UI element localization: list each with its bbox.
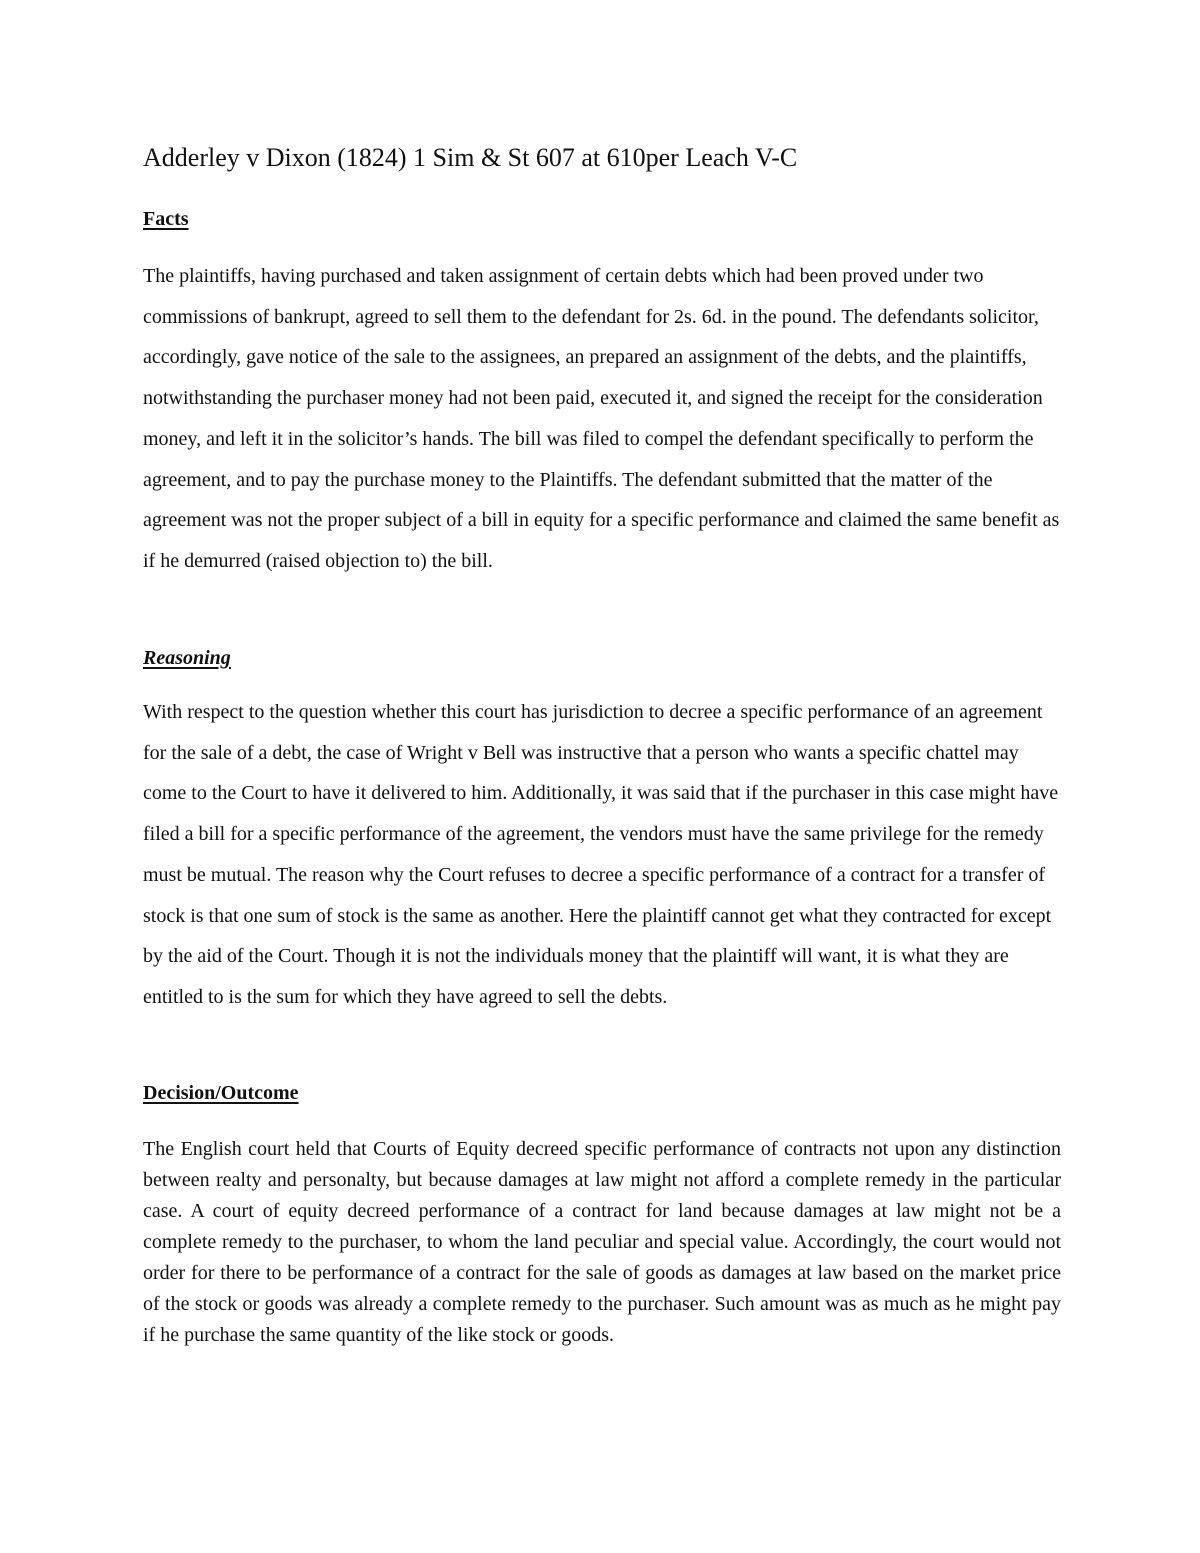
- paragraph-decision-outcome: The English court held that Courts of Equity decreed specific performance of contracts not upon any distinction between realty and personalty, but because damages at law might not afford a complete remedy in the particular case. A court of equity decreed performance of a contract for land because damages at law might not be a complete remedy to the purchaser, to whom the land peculiar and special value. Accordingly, the court would not order for there to be performance of a contract for the sale of goods as damages at law based on the market price of the stock or goods was already a complete remedy to the purchaser. Such amount was as much as he might pay if he purchase the same quantity of the like stock or goods.: [143, 1138, 1061, 1346]
- heading-facts: Facts: [143, 208, 189, 230]
- paragraph-reasoning: With respect to the question whether this court has jurisdiction to decree a specific performance of an agreement for the sale of a debt, the case of Wright v Bell was instructive that a person who wants a specific chattel may come to the Court to have it delivered to him. Additionally, it was said that if the purchaser in this case might have filed a bill for a specific performance of the agreement, the vendors must have the same privilege for the remedy must be mutual. The reason why the Court refuses to decree a specific performance of a contract for a transfer of stock is that one sum of stock is the same as another. Here the plaintiff cannot get what they contracted for except by the aid of the Court. Though it is not the individuals money that the plaintiff will want, it is what they are entitled to is the sum for which they have agreed to sell the debts.: [143, 701, 1059, 1008]
- document-title: Adderley v Dixon (1824) 1 Sim & St 607 at 610per Leach V-C: [143, 143, 798, 172]
- paragraph-facts: The plaintiffs, having purchased and taken assignment of certain debts which had been proved under two commissions of bankrupt, agreed to sell them to the defendant for 2s. 6d. in the pound. The defendants solicitor, accordingly, gave notice of the sale to the assignees, an prepared an assignment of the debts, and the plaintiffs, notwithstanding the purchaser money had not been paid, executed it, and signed the receipt for the consideration money, and left it in the solicitor’s hands. The bill was filed to compel the defendant specifically to perform the agreement, and to pay the purchase money to the Plaintiffs. The defendant submitted that the matter of the agreement was not the proper subject of a bill in equity for a specific performance and claimed the same benefit as if he demurred (raised objection to) the bill.: [143, 265, 1060, 572]
- heading-reasoning: Reasoning: [143, 647, 231, 669]
- heading-decision-outcome: Decision/Outcome: [143, 1082, 299, 1104]
